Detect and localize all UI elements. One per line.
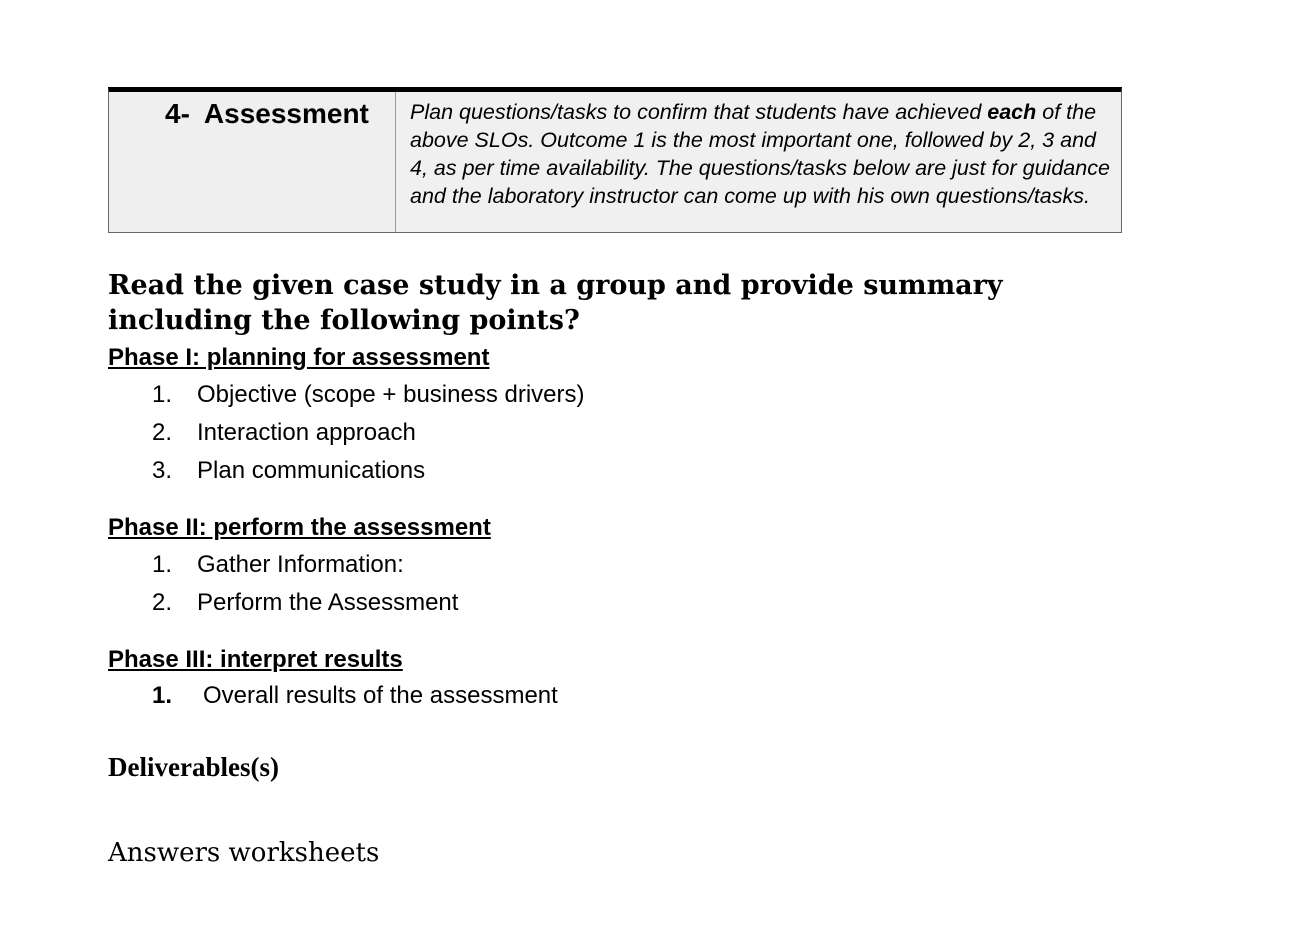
assessment-header-box bbox=[108, 87, 1122, 233]
deliverables-heading: Deliverables(s) bbox=[108, 752, 279, 782]
list-item bbox=[152, 589, 458, 617]
instructions-rest: of the above SLOs. Outcome 1 is the most important one, followed by 2, 3 and 4, as per time availability. The questions/tasks below are just for guidance and the laboratory instructor can come up with his own questions/tasks. bbox=[410, 100, 1110, 208]
list-item-text: Overall results of the assessment bbox=[203, 682, 558, 709]
list-item-number: 2. bbox=[152, 589, 173, 616]
deliverables-text: Answers worksheets bbox=[108, 838, 380, 868]
instructions-bold: each bbox=[987, 100, 1037, 124]
section-title-text: Assessment bbox=[203, 98, 369, 129]
list-item bbox=[152, 419, 416, 447]
phase-3-heading: Phase III: interpret results bbox=[108, 646, 403, 673]
case-study-question: Read the given case study in a group and provide summary including the following points? bbox=[108, 270, 1003, 336]
list-item-number: 1. bbox=[152, 551, 173, 578]
list-item-text: Objective (scope + business drivers) bbox=[197, 381, 585, 408]
section-number: 4- bbox=[165, 98, 190, 129]
list-item bbox=[152, 457, 425, 485]
list-item-text: Perform the Assessment bbox=[197, 589, 459, 616]
section-title bbox=[165, 98, 369, 130]
phase-1-heading: Phase I: planning for assessment bbox=[108, 344, 490, 371]
list-item bbox=[152, 682, 558, 710]
list-item-number: 3. bbox=[152, 457, 173, 484]
list-item bbox=[152, 381, 585, 409]
list-item-text: Interaction approach bbox=[197, 419, 416, 446]
list-item bbox=[152, 551, 404, 579]
list-item-number: 2. bbox=[152, 419, 173, 446]
header-instructions bbox=[395, 92, 1121, 232]
phase-2-heading: Phase II: perform the assessment bbox=[108, 514, 491, 541]
list-item-number: 1. bbox=[152, 381, 173, 408]
list-item-number: 1. bbox=[152, 682, 173, 709]
list-item-text: Plan communications bbox=[197, 457, 426, 484]
instructions-lead: Plan questions/tasks to confirm that students have achieved bbox=[410, 100, 982, 124]
list-item-text: Gather Information: bbox=[197, 551, 404, 578]
header-title-cell bbox=[109, 92, 395, 232]
